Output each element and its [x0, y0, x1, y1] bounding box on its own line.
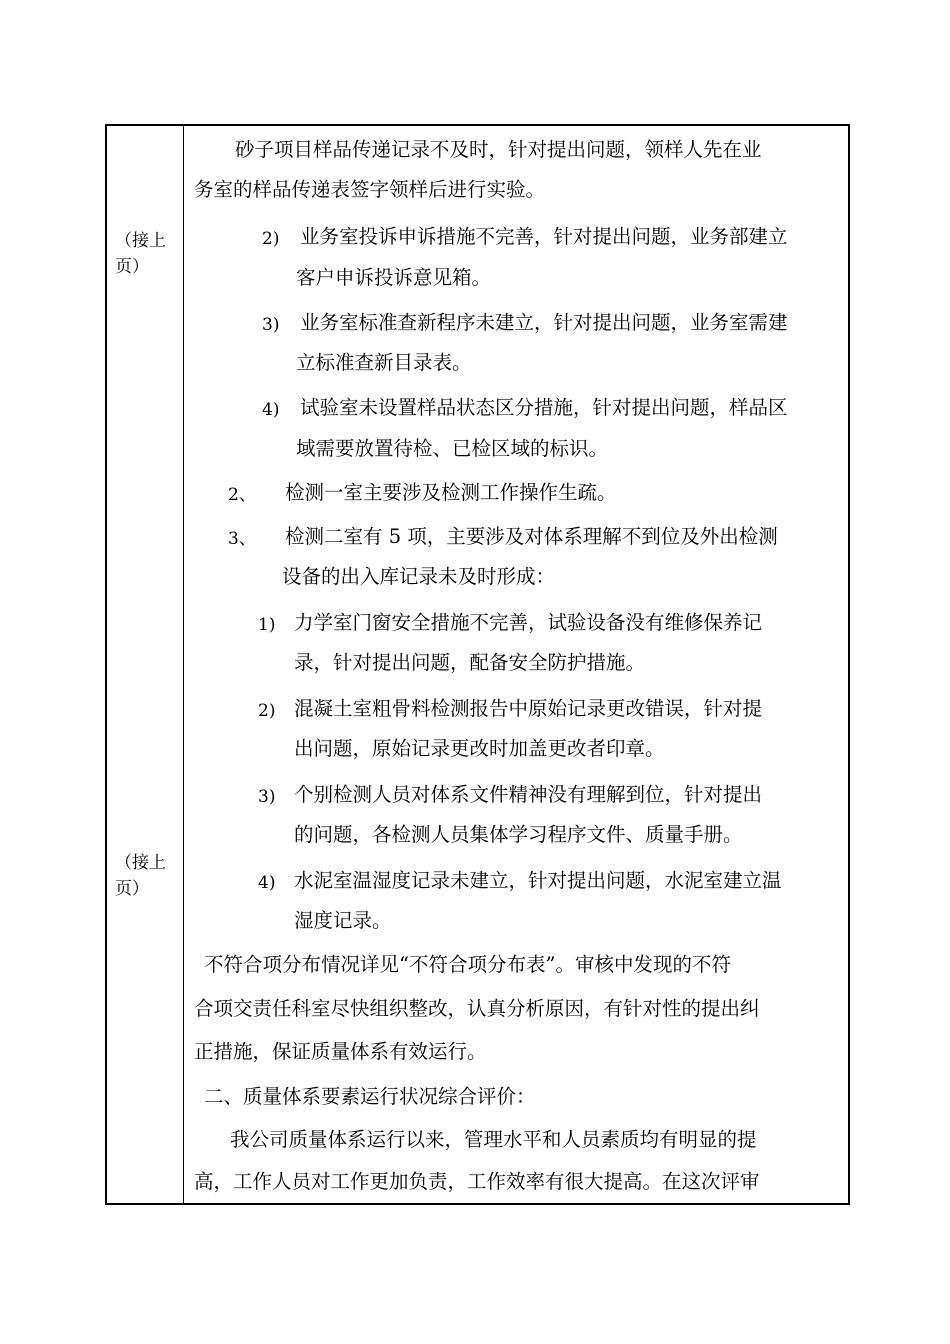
text-line: 试验室未设置样品状态区分措施，针对提出问题，样品区	[300, 396, 788, 419]
list-number: 3)	[258, 787, 276, 807]
list-number: 3)	[262, 315, 280, 335]
list-number: 4)	[262, 400, 280, 420]
text-line: 录，针对提出问题，配备安全防护措施。	[294, 651, 646, 674]
text-line: 出问题，原始记录更改时加盖更改者印章。	[294, 737, 665, 760]
text-line: 二、质量体系要素运行状况综合评价：	[204, 1085, 536, 1108]
text-line: 合项交责任科室尽快组织整改，认真分析原因，有针对性的提出纠	[194, 997, 760, 1020]
text-line: 我公司质量体系运行以来，管理水平和人员素质均有明显的提	[230, 1128, 757, 1151]
list-number: 3、	[228, 529, 256, 549]
text-line: 混凝土室粗骨料检测报告中原始记录更改错误，针对提	[294, 697, 763, 720]
text-line: 检测二室有 5 项，主要涉及对体系理解不到位及外出检测	[285, 525, 778, 548]
text-line: 域需要放置待检、已检区域的标识。	[296, 437, 609, 460]
text-line: 水泥室温湿度记录未建立，针对提出问题，水泥室建立温	[294, 869, 782, 892]
text-line: 业务室投诉申诉措施不完善，针对提出问题，业务部建立	[300, 225, 788, 248]
list-number: 2)	[262, 229, 280, 249]
text-line: 个别检测人员对体系文件精神没有理解到位，针对提出	[294, 783, 763, 806]
text-line: 业务室标准查新程序未建立，针对提出问题，业务室需建	[300, 311, 788, 334]
text-line: 检测一室主要涉及检测工作操作生疏。	[285, 481, 617, 504]
text-line: 高，工作人员对工作更加负责，工作效率有很大提高。在这次评审	[194, 1170, 760, 1193]
text-line: 立标准查新目录表。	[296, 351, 472, 374]
list-number: 1)	[258, 615, 276, 635]
column-divider	[183, 126, 184, 1203]
text-line: 设备的出入库记录未及时形成：	[282, 565, 556, 588]
list-number: 4)	[258, 873, 276, 893]
list-number: 2)	[258, 701, 276, 721]
text-line: 正措施，保证质量体系有效运行。	[194, 1040, 487, 1063]
text-line: 不符合项分布情况详见“不符合项分布表”。审核中发现的不符	[204, 953, 731, 976]
text-line: 力学室门窗安全措施不完善，试验设备没有维修保养记	[294, 611, 763, 634]
list-number: 2、	[228, 485, 256, 505]
text-line: 客户申诉投诉意见箱。	[296, 266, 492, 289]
text-line: 的问题，各检测人员集体学习程序文件、质量手册。	[294, 823, 743, 846]
text-line: 湿度记录。	[294, 909, 392, 932]
text-line: 砂子项目样品传递记录不及时，针对提出问题，领样人先在业	[235, 138, 762, 161]
text-line: 务室的样品传递表签字领样后进行实验。	[194, 178, 546, 201]
side-note-continued-1: （接上 页）	[115, 231, 166, 277]
side-note-continued-2: （接上 页）	[115, 853, 166, 899]
